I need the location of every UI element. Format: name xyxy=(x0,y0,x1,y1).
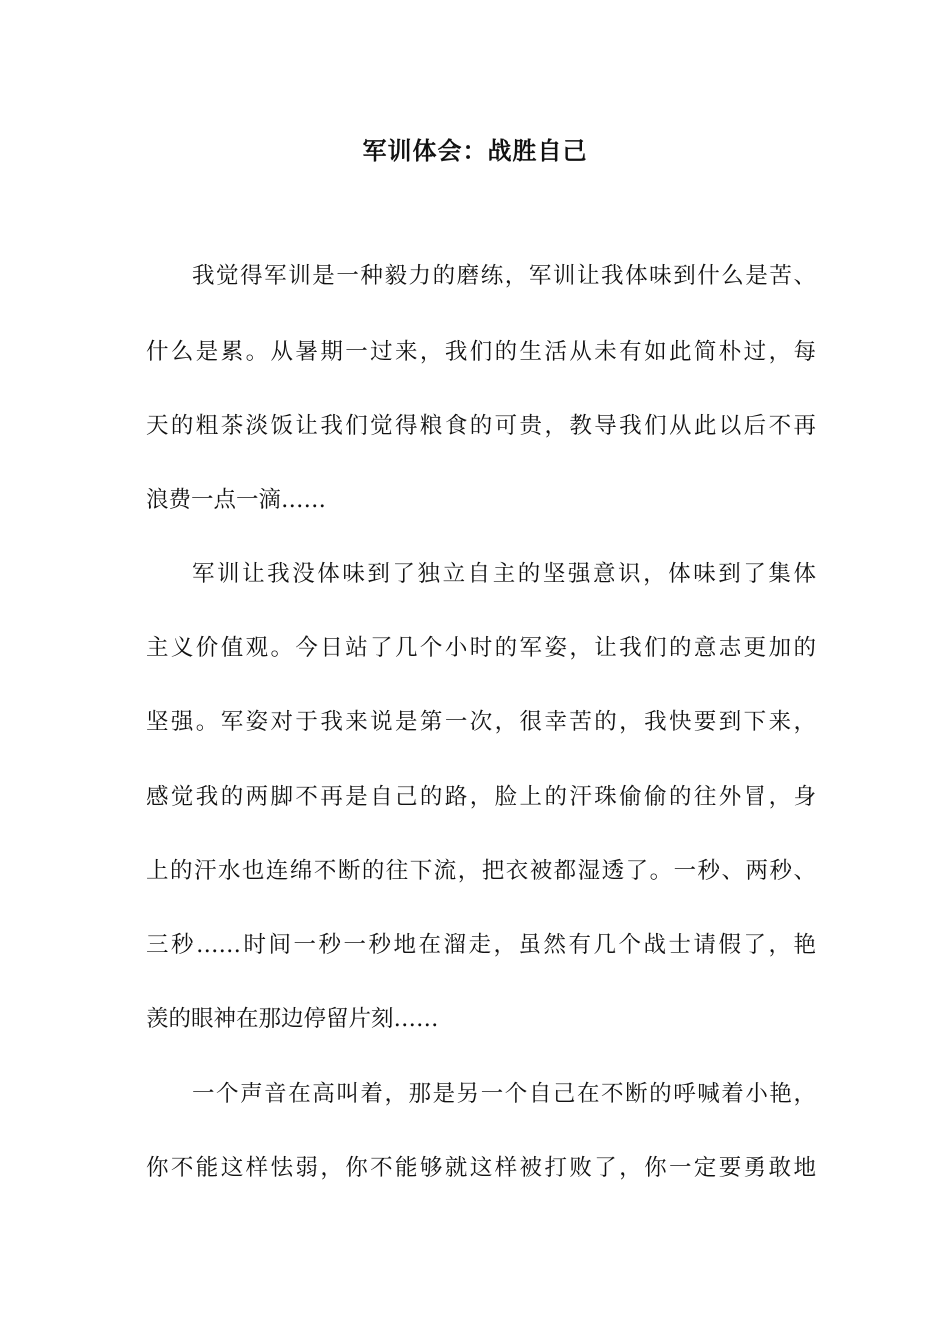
paragraph-3-line-2: 你不能这样怯弱，你不能够就这样被打败了，你一定要勇敢地 xyxy=(146,1155,816,1181)
paragraph-2-line-4: 感觉我的两脚不再是自己的路，脸上的汗珠偷偷的往外冒，身 xyxy=(146,784,816,810)
paragraph-2-line-7: 羡的眼神在那边停留片刻…… xyxy=(146,1006,439,1032)
paragraph-1-line-2: 什么是累。从暑期一过来，我们的生活从未有如此简朴过，每 xyxy=(146,339,816,365)
paragraph-1-line-3: 天的粗茶淡饭让我们觉得粮食的可贵，教导我们从此以后不再 xyxy=(146,413,816,439)
paragraph-2-line-3: 坚强。军姿对于我来说是第一次，很幸苦的，我快要到下来， xyxy=(146,709,816,735)
paragraph-2-line-2: 主义价值观。今日站了几个小时的军姿，让我们的意志更加的 xyxy=(146,635,816,661)
document-title: 军训体会：战胜自己 xyxy=(362,137,588,165)
paragraph-1-line-1: 我觉得军训是一种毅力的磨练，军训让我体味到什么是苦、 xyxy=(192,263,816,289)
paragraph-2-line-6: 三秒……时间一秒一秒地在溜走，虽然有几个战士请假了，艳 xyxy=(146,932,816,958)
paragraph-3-line-1: 一个声音在高叫着，那是另一个自己在不断的呼喊着小艳， xyxy=(192,1081,816,1107)
paragraph-1-line-4: 浪费一点一滴…… xyxy=(146,487,327,513)
paragraph-2-line-5: 上的汗水也连绵不断的往下流，把衣被都湿透了。一秒、两秒、 xyxy=(146,858,816,884)
paragraph-2-line-1: 军训让我没体味到了独立自主的坚强意识，体味到了集体 xyxy=(192,561,816,587)
